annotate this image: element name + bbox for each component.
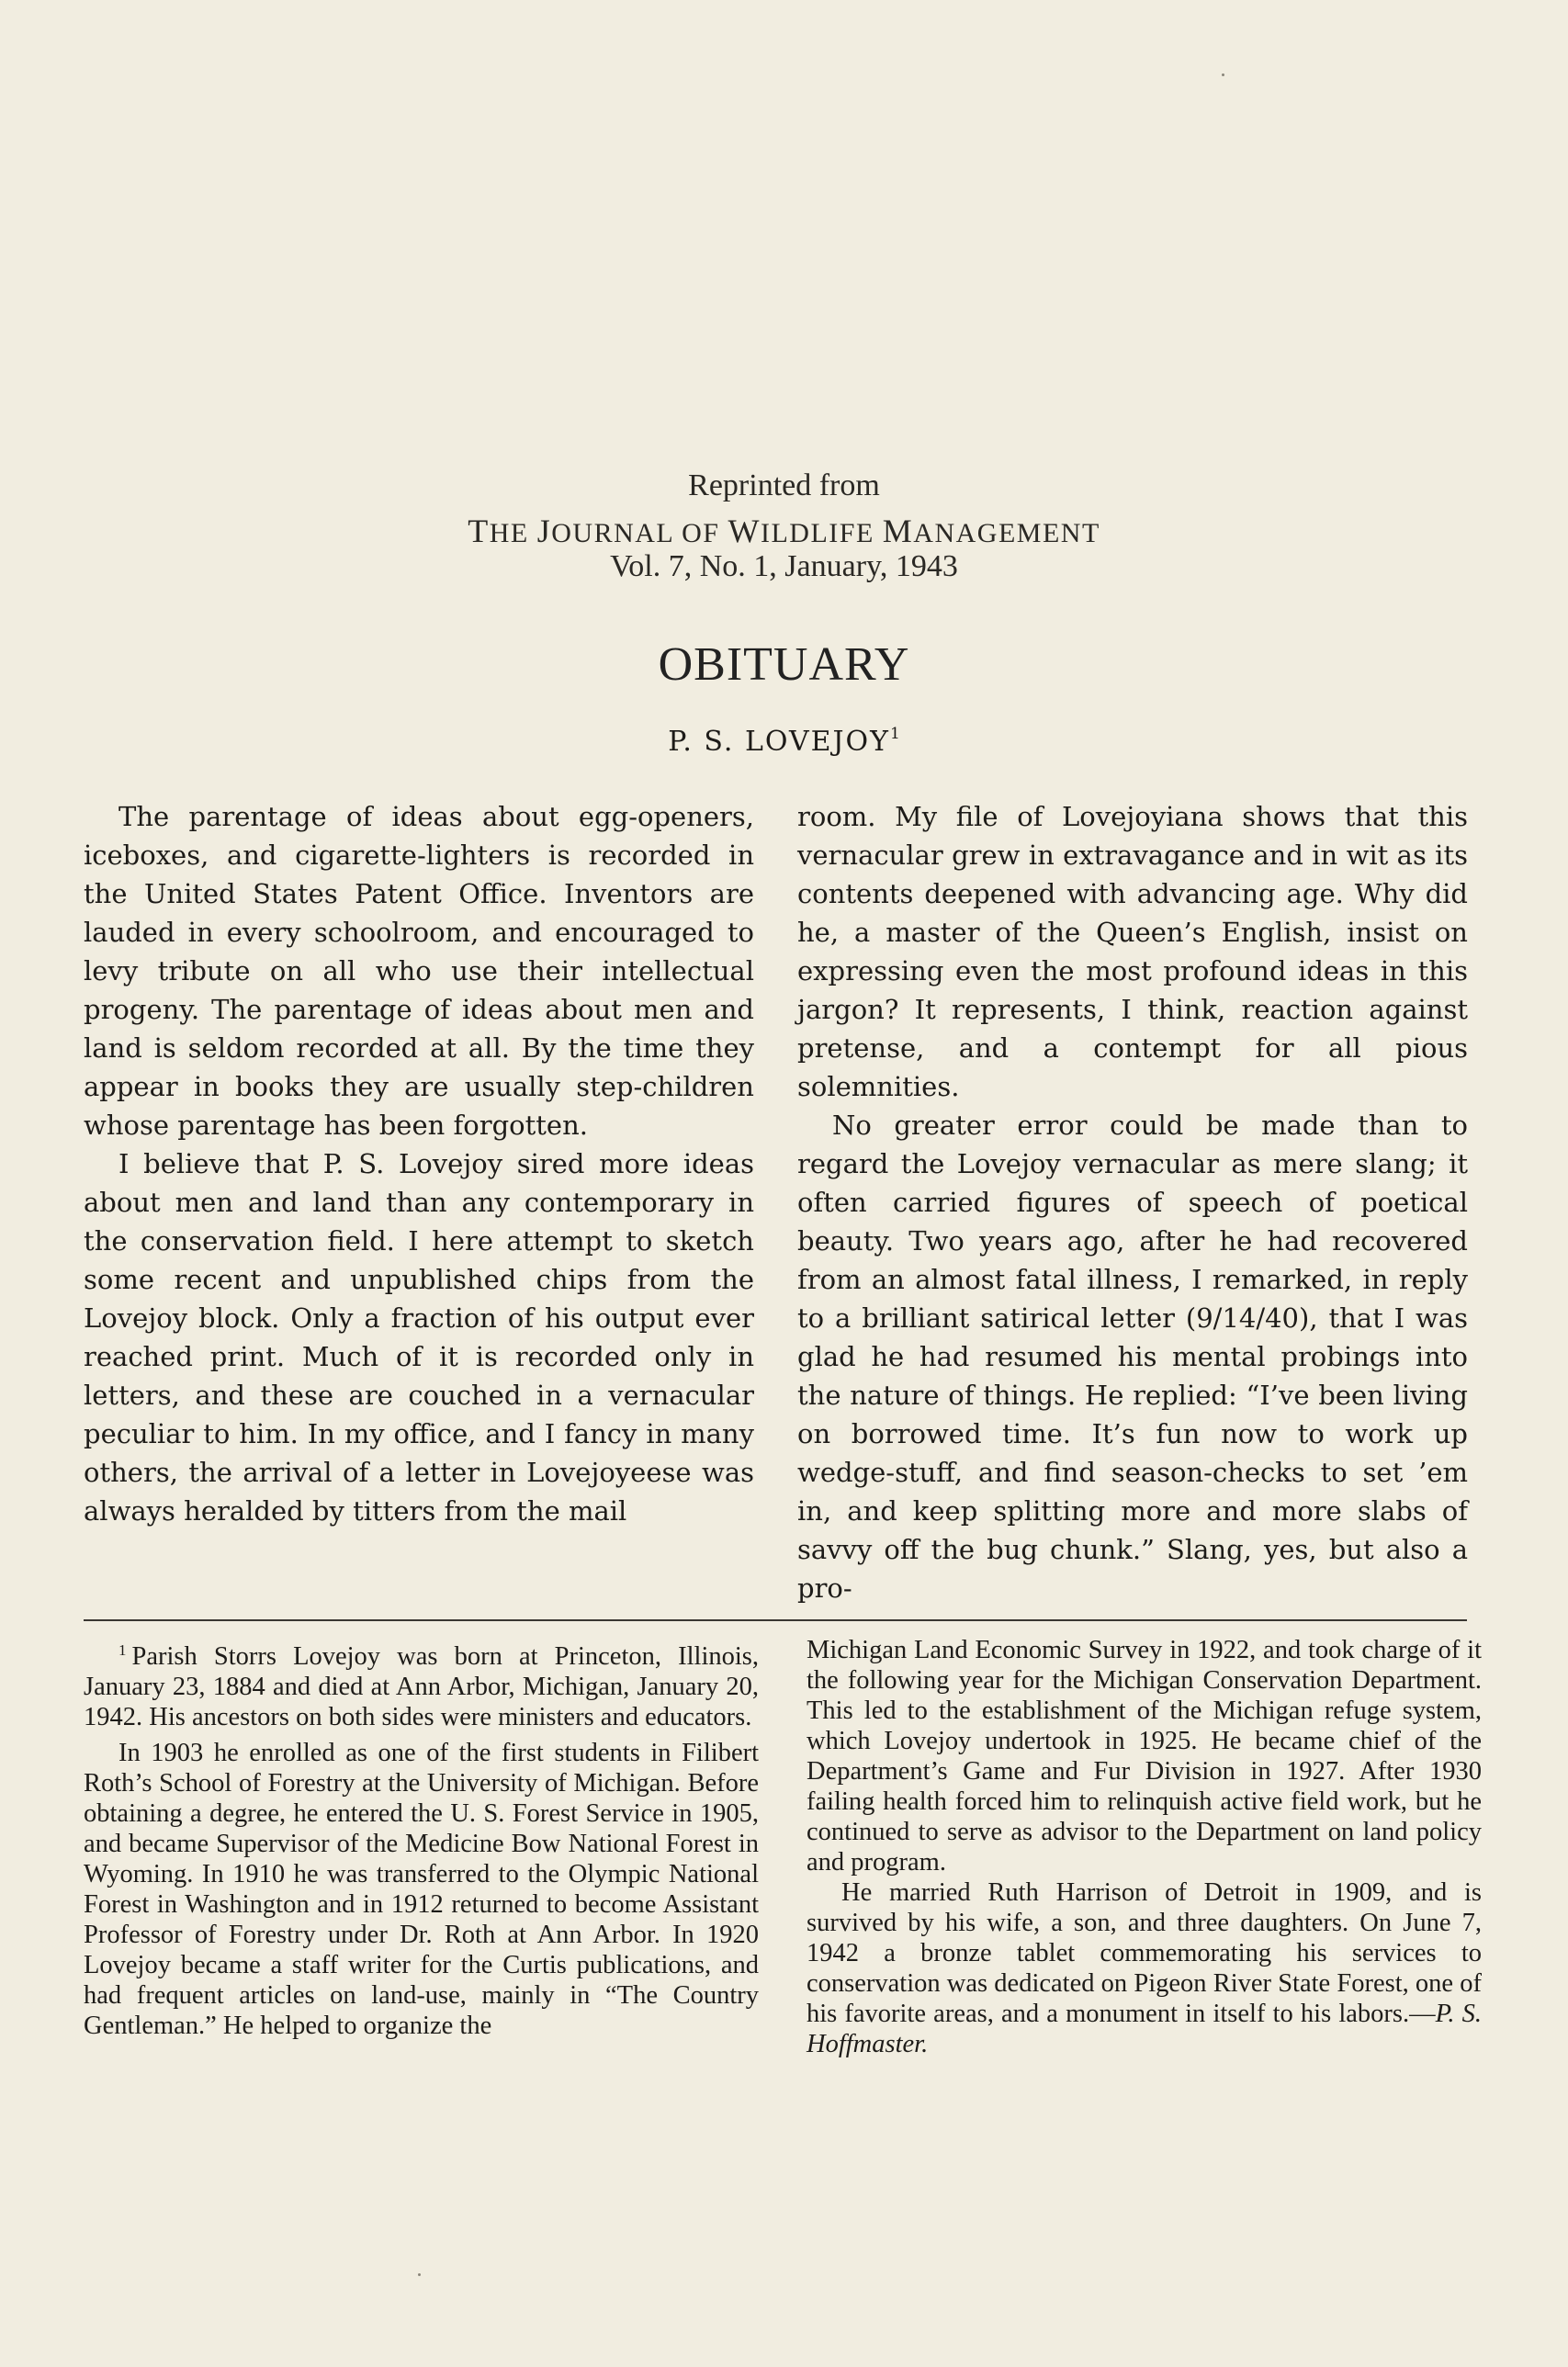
body-column-right [797, 797, 1468, 1607]
article-byline: P. S. LOVEJOY$^1$ [668, 725, 900, 758]
footnote-column-left [84, 1635, 759, 2041]
journal-name: THE JOURNAL OF WILDLIFE MANAGEMENT [468, 513, 1100, 549]
footnote-mark: 1 [118, 1641, 127, 1659]
reprint-notice: Reprinted from [688, 468, 880, 502]
footnote-paragraph: Michigan Land Economic Survey in 1922, and took charge of it the following year for the Michigan Conservation Department. This led to the establishment of the Michigan refuge system, which Lovejoy undertook in 1925. He became chief of the Department’s Game and Fur Division in 1927. After 1930 failing health forced him to relinquish active field work, but he continued to serve as advisor to the Department on land policy and program. [807, 1636, 1482, 1877]
body-paragraph: room. My file of Lovejoyiana shows that this vernacular grew in extravagance and in wit as its contents deepened with advancing age. Why did he, a master of the Queen’s English, insist on expressing even the most profound ideas in this jargon? It represents, I think, reaction against pretense, and a contempt for all pious solemnities. [797, 801, 1468, 1102]
author-signature: P. S. Hoffmaster. [807, 2000, 1482, 2058]
body-column-left [84, 797, 754, 1530]
body-paragraph: I believe that P. S. Lovejoy sired more ideas about men and land than any contemporary in the conservation field. I here attempt to sketch some recent and unpublished chips from the Lovejoy block. Only a fraction of his output ever reached print. Much of it is recorded only in letters, and these are couched in a vernacular peculiar to him. In my office, and I fancy in many others, the arrival of a letter in Lovejoyeese was always heralded by titters from the mail [84, 1148, 754, 1527]
footnote-divider [84, 1619, 1467, 1621]
article-title: OBITUARY [658, 638, 910, 691]
footnote-paragraph: In 1903 he enrolled as one of the first students in Filibert Roth’s School of Forestry at the University of Michigan. Before obtaining a degree, he entered the U. S. Forest Service in 1905, and became Supervisor of the Medicine Bow National Forest in Wyoming. In 1910 he was transferred to the Olympic National Forest in Washington and in 1912 returned to become Assistant Professor of Forestry under Dr. Roth at Ann Arbor. In 1920 Lovejoy became a staff writer for the Curtis publications, and had frequent articles on land-use, mainly in “The Country Gentleman.” He helped to organize the [84, 1739, 759, 2040]
body-paragraph: No greater error could be made than to regard the Lovejoy vernacular as mere slang; it often carried figures of speech of poetical beauty. Two years ago, after he had recovered from an almost fatal illness, I remarked, in reply to a brilliant satirical letter (9/14/40), that I was glad he had resumed his mental probings into the nature of things. He replied: “I’ve been living on borrowed time. It’s fun now to work up wedge-stuff, and find season-checks to set ’em in, and keep splitting more and more slabs of savvy off the bug chunk.” Slang, yes, but also a pro- [797, 1110, 1468, 1604]
body-paragraph: The parentage of ideas about egg-openers, iceboxes, and cigarette-lighters is recorded in the United States Patent Office. Inventors are lauded in every schoolroom, and encouraged to levy tribute on all who use their intellectual progeny. The parentage of ideas about men and land is seldom recorded at all. By the time they appear in books they are usually step-children whose parentage has been forgotten. [84, 801, 754, 1141]
footnote-reference: 1 [889, 725, 900, 743]
footnote-paragraph: $^1$ Parish Storrs Lovejoy was born at Princeton, Illinois, January 23, 1884 and died at Ann Arbor, Michigan, January 20, 1942. His ancestors on both sides were ministers and educators. [84, 1641, 759, 1731]
paper-speck [418, 2273, 421, 2276]
footnote-column-right [807, 1635, 1482, 2059]
footnote-paragraph: He married Ruth Harrison of Detroit in 1909, and is survived by his wife, a son, and three daughters. On June 7, 1942 a bronze tablet commemorating his services to conservation was dedicated on Pigeon River State Forest, one of his favorite areas, and a monument in itself to his labors.—P. S. Hoffmaster. [807, 1878, 1482, 2058]
issue-info: Vol. 7, No. 1, January, 1943 [610, 549, 958, 583]
paper-speck [1222, 73, 1224, 76]
